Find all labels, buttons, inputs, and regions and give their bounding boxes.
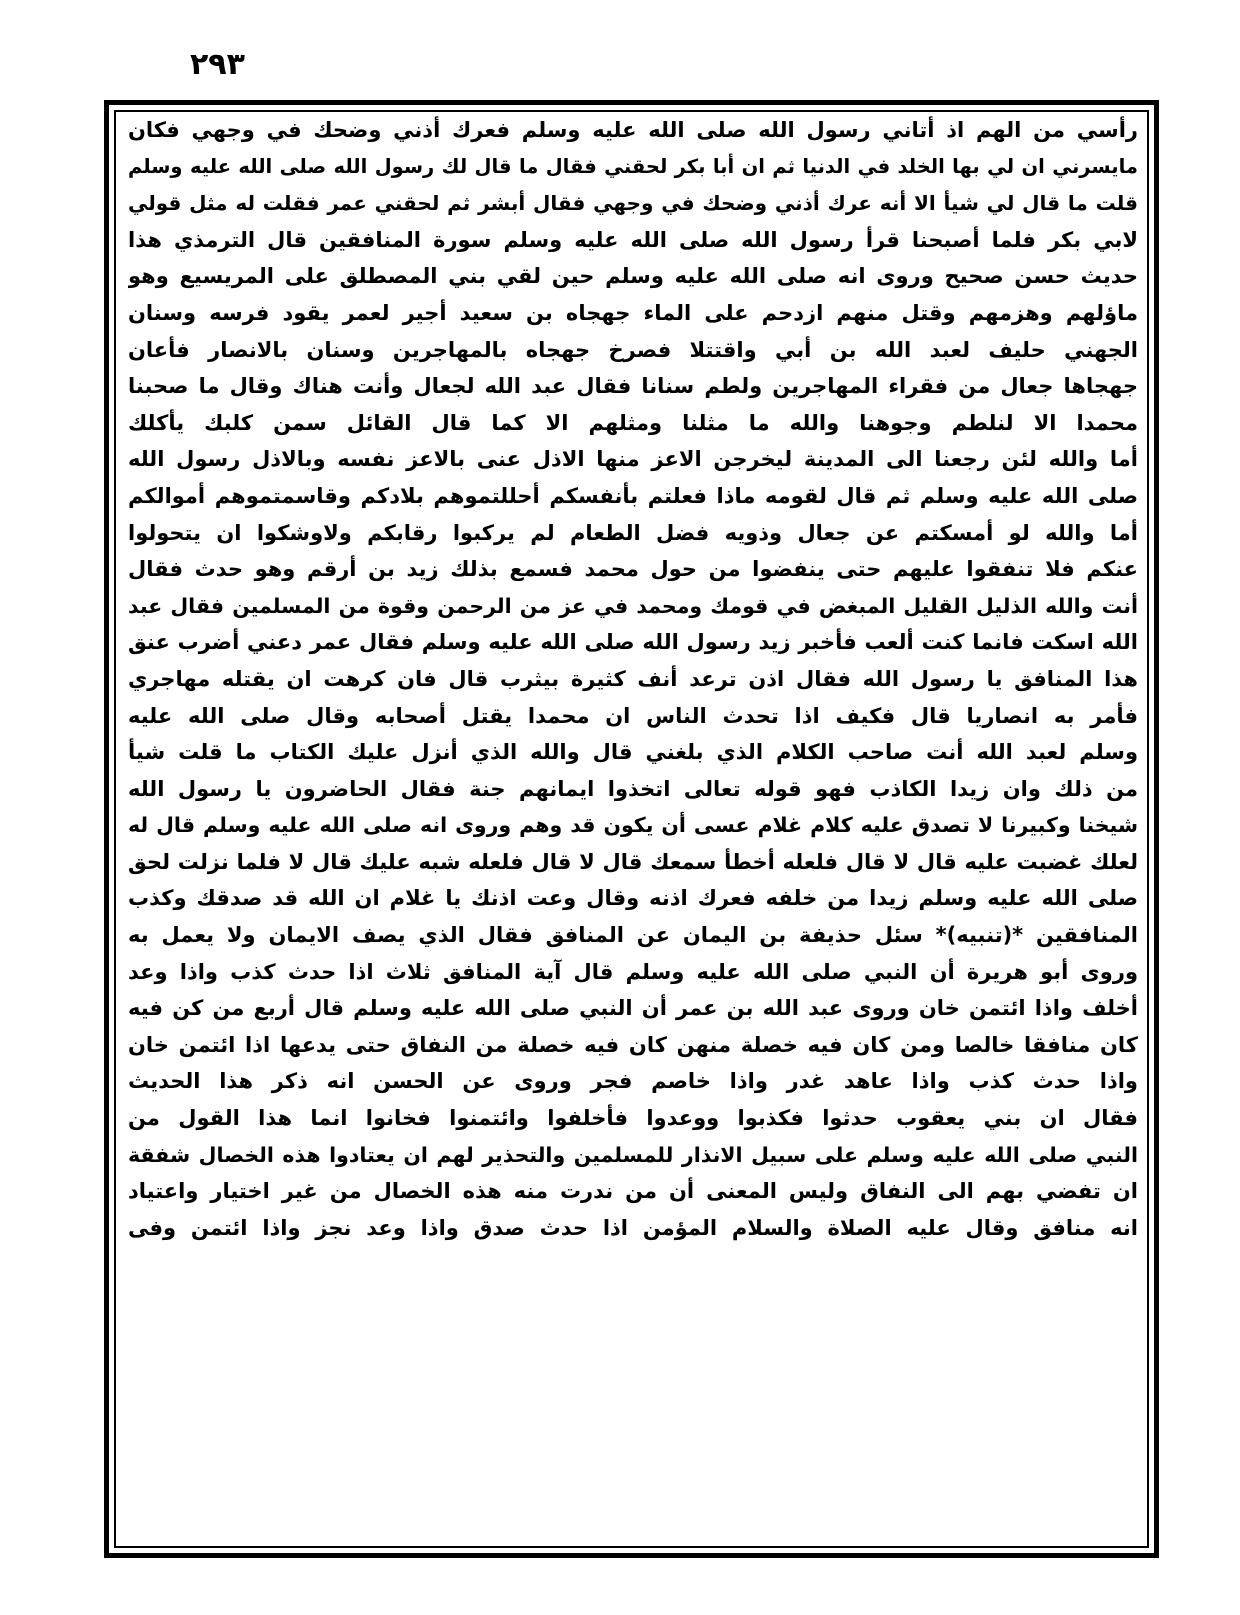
text-line: صلى الله عليه وسلم ثم قال لقومه ماذا فعلتم بأنفسكم أحللتموهم بلادكم وقاسمتموهم أموالكم (128, 483, 1138, 508)
text-line: لعلك غضبت عليه قال لا قال فلعله أخطأ سمعك قال لا قال فلعله شبه عليك قال لا فلما نزلت لحق (128, 849, 1138, 874)
text-line: أما والله لو أمسكتم عن جعال وذويه فضل الطعام لم يركبوا رقابكم ولاوشكوا ان يتحولوا (128, 520, 1138, 545)
text-line: انه منافق وقال عليه الصلاة والسلام المؤمن اذا حدث صدق واذا وعد نجز واذا ائتمن وفى (128, 1215, 1138, 1240)
text-line: الله اسكت فانما كنت ألعب فأخبر زيد رسول الله صلى الله عليه وسلم فقال عمر دعني أضرب عنق (128, 630, 1138, 655)
text-line: وروى أبو هريرة أن النبي صلى الله عليه وسلم قال آية المنافق ثلاث اذا حدث كذب واذا وعد (128, 959, 1138, 984)
page-number: ٢٩٣ (190, 47, 245, 82)
text-line: لابي بكر فلما أصبحنا قرأ رسول الله صلى الله عليه وسلم سورة المنافقين قال الترمذي هذا (128, 227, 1138, 252)
text-line: ماؤلهم وهزمهم وقتل منهم ازدحم على الماء جهجاه بن سعيد أجير لعمر يقود فرسه وسنان (128, 300, 1138, 325)
text-line: فأمر به انصاريا قال فكيف اذا تحدث الناس ان محمدا يقتل أصحابه وقال صلى الله عليه (128, 703, 1138, 728)
text-line: جهجاها جعال من فقراء المهاجرين ولطم سنانا فقال عبد الله لجعال وأنت هناك وقال ما صحبنا (128, 374, 1138, 399)
text-line: أخلف واذا ائتمن خان وروى عبد الله بن عمر أن النبي صلى الله عليه وسلم قال أربع من كن فيه (128, 996, 1138, 1021)
text-line: النبي صلى الله عليه وسلم على سبيل الانذار للمسلمين والتحذير لهم ان يعتادوا هذه الخصال شفقة (128, 1142, 1138, 1167)
text-line: حديث حسن صحيح وروى انه صلى الله عليه وسلم حين لقي بني المصطلق على المريسيع وهو (128, 264, 1138, 289)
text-line: أنت والله الذليل القليل المبغض في قومك ومحمد في عز من الرحمن وقوة من المسلمين فقال عبد (128, 593, 1138, 618)
text-line: ان تفضي بهم الى النفاق وليس المعنى أن من ندرت منه هذه الخصال من غير اختيار واعتياد (128, 1179, 1138, 1204)
text-line: شيخنا وكبيرنا لا تصدق عليه كلام غلام عسى أن يكون قد وهم وروى انه صلى الله عليه وسلم قال له (128, 813, 1138, 838)
text-line: رأسي من الهم اذ أتاني رسول الله صلى الله عليه وسلم فعرك أذني وضحك في وجهي فكان (128, 118, 1138, 142)
text-line: عنكم فلا تنفقوا عليهم حتى ينفضوا من حول محمد فسمع بذلك زيد بن أرقم وهو حدث فقال (128, 557, 1138, 582)
text-line: قلت ما قال لي شيأ الا أنه عرك أذني وضحك في وجهي فقال أبشر ثم لحقني عمر فقلت له مثل قولي (128, 191, 1138, 216)
text-line: وسلم لعبد الله أنت صاحب الكلام الذي بلغني قال والله الذي أنزل عليك الكتاب ما قلت شيأ (128, 740, 1138, 765)
text-line: أما والله لئن رجعنا الى المدينة ليخرجن الاعز منها الاذل عنى بالاعز نفسه وبالاذل رسول الله (128, 447, 1138, 472)
text-line: واذا حدث كذب واذا عاهد غدر واذا خاصم فجر وروى عن الحسن انه ذكر هذا الحديث (128, 1069, 1138, 1094)
text-line: المنافقين *(تنبيه)* سئل حذيفة بن اليمان عن المنافق فقال الذي يصف الايمان ولا يعمل به (128, 923, 1138, 948)
text-line: الجهني حليف لعبد الله بن أبي واقتتلا فصرخ جهجاه بالمهاجرين وسنان بالانصار فأعان (128, 337, 1138, 362)
text-line: صلى الله عليه وسلم زيدا من خلفه فعرك اذنه وقال وعت اذنك يا غلام ان الله قد صدقك وكذب (128, 886, 1138, 911)
text-line: مايسرني ان لي بها الخلد في الدنيا ثم ان أبا بكر لحقني فقال ما قال لك رسول الله صلى الله عليه وسلم (128, 154, 1138, 178)
text-line: محمدا الا لنلطم وجوهنا والله ما مثلنا ومثلهم الا كما قال القائل سمن كلبك يأكلك (128, 410, 1138, 435)
text-line: كان منافقا خالصا ومن كان فيه خصلة منهن كان فيه خصلة من النفاق حتى يدعها اذا ائتمن خان (128, 1032, 1138, 1057)
text-line: من ذلك وان زيدا الكاذب فهو قوله تعالى اتخذوا ايمانهم جنة فقال الحاضرون يا رسول الله (128, 776, 1138, 801)
body-text (128, 112, 1138, 1552)
text-line: فقال ان بني يعقوب حدثوا فكذبوا ووعدوا فأخلفوا وائتمنوا فخانوا انما هذا القول من (128, 1106, 1138, 1131)
text-line: هذا المنافق يا رسول الله فقال اذن ترعد أنف كثيرة بيثرب قال فان كرهت ان يقتله مهاجري (128, 666, 1138, 691)
